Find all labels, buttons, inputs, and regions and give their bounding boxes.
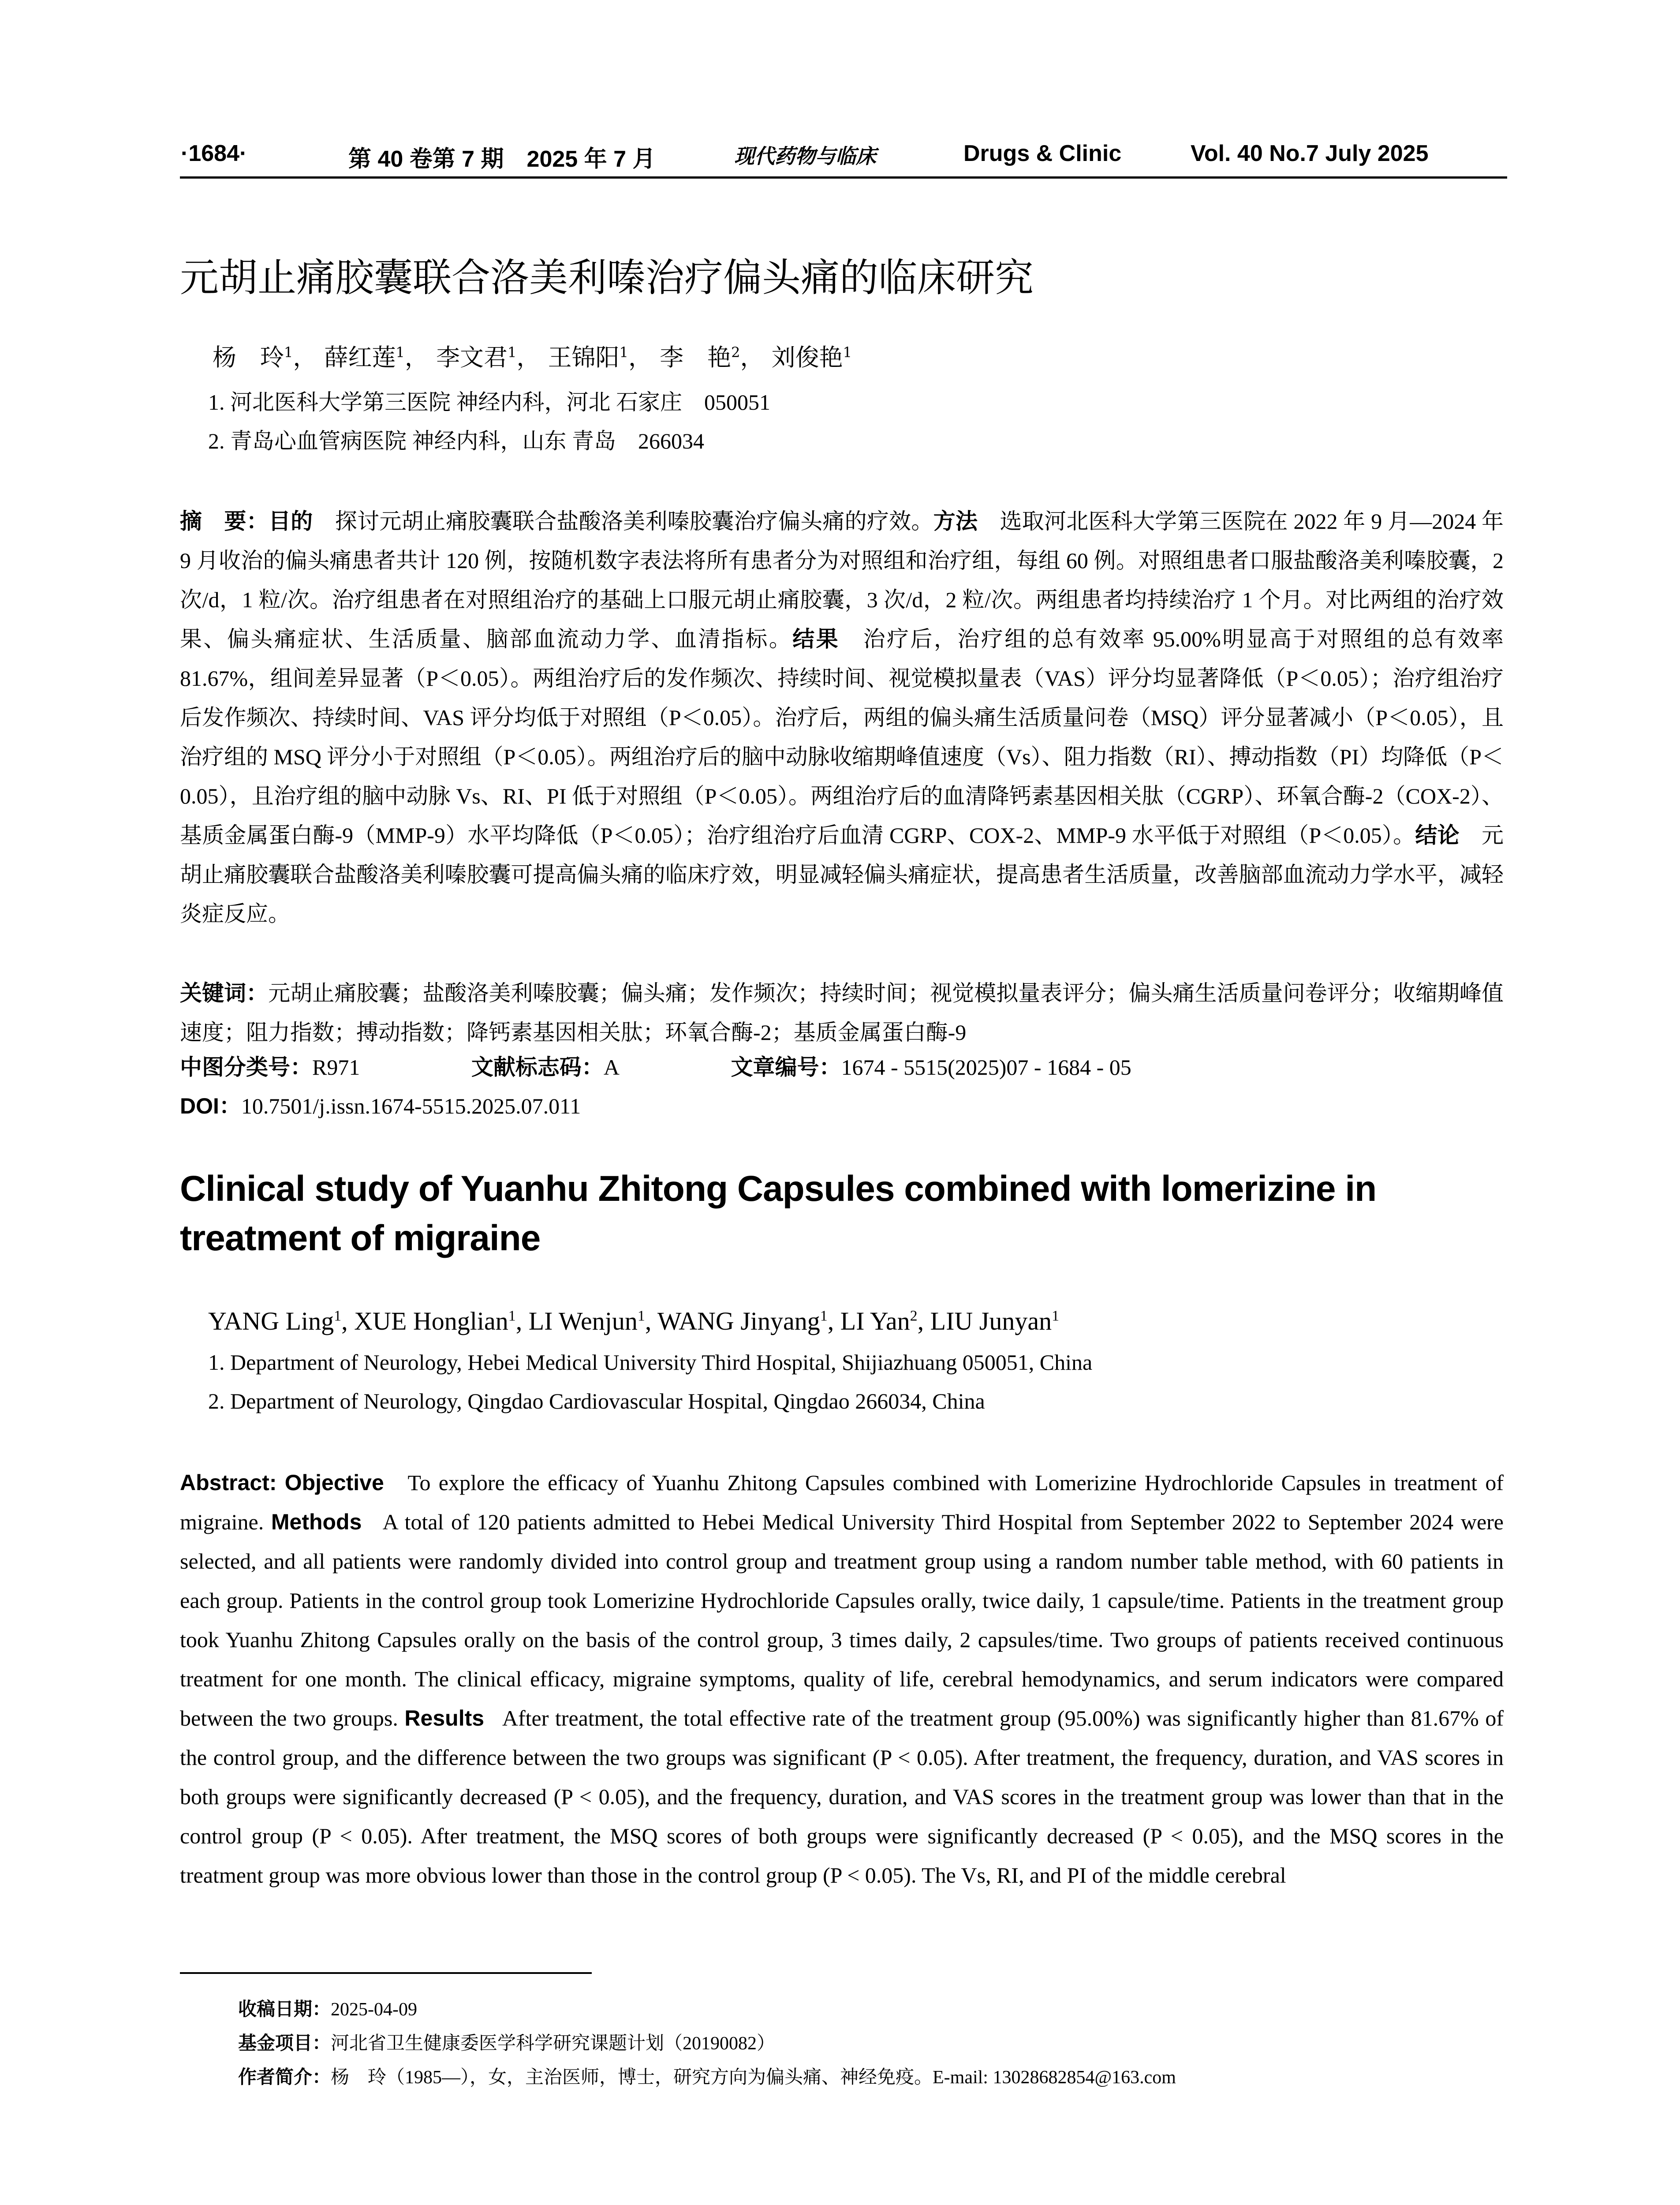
- article-number-label: 文章编号：: [731, 1055, 841, 1080]
- author-name: YANG Ling: [208, 1307, 334, 1335]
- author-affiliation-mark: 1: [396, 344, 405, 361]
- clc-value: R971: [312, 1055, 360, 1080]
- footnote-rule: [180, 1972, 592, 1974]
- header-rule: [180, 176, 1507, 179]
- affiliation-en: 1. Department of Neurology, Hebei Medical University Third Hospital, Shijiazhuang 050051, China: [208, 1350, 1093, 1375]
- received-value: 2025-04-09: [331, 1999, 417, 2020]
- author-affiliation-mark: 1: [1052, 1308, 1060, 1324]
- fund-value: 河北省卫生健康委医学科学研究课题计划（20190082）: [331, 2033, 776, 2054]
- keywords-cn: [180, 974, 1504, 1052]
- author-affiliation-mark: 1: [843, 344, 852, 361]
- clc-label: 中图分类号：: [180, 1055, 312, 1080]
- article-number: [731, 1055, 1184, 1080]
- abstract-label: Abstract:: [180, 1470, 277, 1495]
- affiliation-cn: 2. 青岛心血管病医院 神经内科，山东 青岛 266034: [208, 429, 704, 453]
- abstract-cn: [180, 502, 1504, 934]
- objective-label: 目的: [269, 509, 313, 534]
- author-list-en: YANG Ling$^1$, XUE Honglian$^1$, LI Wenjun$^1$, WANG Jinyang$^1$, LI Yan$^2$, LIU Junyan$^1$: [208, 1307, 1060, 1335]
- article-title-en: Clinical study of Yuanhu Zhitong Capsules combined with lomerizine in treatment of migraine: [180, 1169, 1377, 1258]
- doi-value[interactable]: 10.7501/j.issn.1674-5515.2025.07.011: [241, 1094, 581, 1118]
- author-name: LI Yan: [840, 1307, 910, 1335]
- author-bio: [238, 2060, 1176, 2094]
- author-name: 刘俊艳: [771, 344, 843, 371]
- conclusion-text: 元胡止痛胶囊联合盐酸洛美利嗪胶囊可提高偏头痛的临床疗效，明显减轻偏头痛症状，提高患者生活质量，改善脑部血流动力学水平，减轻炎症反应。: [180, 823, 1504, 926]
- clc-number: [180, 1055, 413, 1080]
- received-date: [238, 1992, 1176, 2026]
- document-code-label: 文献标志码：: [471, 1055, 604, 1080]
- issue-info-cn: 第 40 卷第 7 期 2025 年 7 月: [348, 146, 656, 172]
- author-affiliation-mark: 2: [731, 344, 740, 361]
- author-bio-label: 作者简介：: [238, 2067, 331, 2087]
- author-affiliation-mark: 1: [508, 344, 517, 361]
- article-title-cn: 元胡止痛胶囊联合洛美利嗪治疗偏头痛的临床研究: [180, 255, 1034, 300]
- affiliation-en: 2. Department of Neurology, Qingdao Cardiovascular Hospital, Qingdao 266034, China: [208, 1389, 985, 1413]
- document-code: [471, 1055, 672, 1080]
- journal-name-cn: 现代药物与临床: [734, 144, 876, 168]
- author-name: WANG Jinyang: [657, 1307, 820, 1335]
- methods-label: Methods: [271, 1510, 362, 1534]
- author-affiliation-mark: 1: [637, 1308, 645, 1324]
- author-name: LI Wenjun: [528, 1307, 638, 1335]
- author-name: XUE Honglian: [354, 1307, 508, 1335]
- doi-line: [180, 1088, 581, 1120]
- author-list-cn: 杨 玲$^1$， 薛红莲$^1$， 李文君$^1$， 王锦阳$^1$， 李 艳$^2$， 刘俊艳$^1$: [213, 344, 852, 371]
- issue-info-en: Vol. 40 No.7 July 2025: [1191, 141, 1429, 166]
- fund-label: 基金项目：: [238, 2033, 331, 2053]
- methods-text: A total of 120 patients admitted to Hebei Medical University Third Hospital from September 2022 to September 2024 were selected, and all patients were randomly divided into control group and treatment group using a random number table method, with 60 patients in each group. Patients in the control group took Lomerizine Hydrochloride Capsules orally, twice daily, 1 capsule/time. Patients in the treatment group took Yuanhu Zhitong Capsules orally on the basis of the control group, 3 times daily, 2 capsules/time. Two groups of patients received continuous treatment for one month. The clinical efficacy, migraine symptoms, quality of life, cerebral hemodynamics, and serum indicators were compared between the two groups.: [180, 1510, 1504, 1730]
- footnotes: [238, 1992, 1176, 2094]
- conclusion-label: 结论: [1415, 823, 1460, 848]
- author-name: 李 艳: [660, 344, 732, 371]
- author-name: 薛红莲: [324, 344, 396, 371]
- objective-text: 探讨元胡止痛胶囊联合盐酸洛美利嗪胶囊治疗偏头痛的疗效。: [335, 509, 933, 534]
- received-label: 收稿日期：: [238, 1999, 331, 2019]
- results-text: After treatment, the total effective rate of the treatment group (95.00%) was significantly higher than 81.67% of the control group, and the difference between the two groups was significant (P < 0.05). After treatment, the frequency, duration, and VAS scores in both groups were significantly decreased (P < 0.05), and the frequency, duration, and VAS scores in the treatment group was lower than that in the control group (P < 0.05). After treatment, the MSQ scores of both groups were significantly decreased (P < 0.05), and the MSQ scores in the treatment group was more obvious lower than those in the control group (P < 0.05). The Vs, RI, and PI of the middle cerebral: [180, 1706, 1504, 1887]
- journal-name-en: Drugs & Clinic: [963, 141, 1122, 166]
- results-label: Results: [404, 1706, 485, 1730]
- author-affiliation-mark: 1: [619, 344, 628, 361]
- affiliation-cn: 1. 河北医科大学第三医院 神经内科，河北 石家庄 050051: [208, 390, 770, 415]
- running-header: [181, 140, 1506, 176]
- document-code-value: A: [603, 1055, 620, 1080]
- objective-text: To explore the efficacy of Yuanhu Zhitong Capsules combined with Lomerizine Hydrochloride Capsules in treatment of migraine.: [180, 1470, 1504, 1534]
- author-affiliation-mark: 1: [334, 1308, 342, 1324]
- keywords-text: 元胡止痛胶囊；盐酸洛美利嗪胶囊；偏头痛；发作频次；持续时间；视觉模拟量表评分；偏头痛生活质量问卷评分；收缩期峰值速度；阻力指数；搏动指数；降钙素基因相关肽；环氧合酶-2；基质金属蛋白酶-9: [180, 981, 1504, 1045]
- methods-text: 选取河北医科大学第三医院在 2022 年 9 月—2024 年 9 月收治的偏头痛患者共计 120 例，按随机数字表法将所有患者分为对照组和治疗组，每组 60 例。对照组患者口服盐酸洛美利嗪胶囊，2 次/d，1 粒/次。治疗组患者在对照组治疗的基础上口服元胡止痛胶囊，3 次/d，2 粒/次。两组患者均持续治疗 1 个月。对比两组的治疗效果、偏头痛症状、生活质量、脑部血流动力学、血清指标。: [180, 509, 1504, 651]
- author-affiliation-mark: 2: [910, 1308, 918, 1324]
- classification-line: [180, 1050, 1237, 1081]
- keywords-label: 关键词：: [180, 981, 269, 1005]
- results-label: 结果: [792, 627, 840, 651]
- methods-label: 方法: [933, 509, 978, 534]
- doi-label: DOI：: [180, 1094, 241, 1118]
- abstract-label: 摘 要：: [180, 509, 269, 534]
- fund-project: [238, 2026, 1176, 2060]
- author-name: 王锦阳: [548, 344, 620, 371]
- author-affiliation-mark: 1: [508, 1308, 516, 1324]
- author-affiliation-mark: 1: [820, 1308, 828, 1324]
- abstract-en: [180, 1463, 1504, 1895]
- objective-label: Objective: [284, 1470, 384, 1495]
- author-name: LIU Junyan: [930, 1307, 1052, 1335]
- results-text: 治疗后，治疗组的总有效率 95.00%明显高于对照组的总有效率 81.67%，组间差异显著（P＜0.05）。两组治疗后的发作频次、持续时间、视觉模拟量表（VAS）评分均显著降低（P＜0.05）；治疗组治疗后发作频次、持续时间、VAS 评分均低于对照组（P＜0.05）。治疗后，两组的偏头痛生活质量问卷（MSQ）评分显著减小（P＜0.05），且治疗组的 MSQ 评分小于对照组（P＜0.05）。两组治疗后的脑中动脉收缩期峰值速度（Vs）、阻力指数（RI）、搏动指数（PI）均降低（P＜0.05），且治疗组的脑中动脉 Vs、RI、PI 低于对照组（P＜0.05）。两组治疗后的血清降钙素基因相关肽（CGRP）、环氧合酶-2（COX-2）、基质金属蛋白酶-9（MMP-9）水平均降低（P＜0.05）；治疗组治疗后血清 CGRP、COX-2、MMP-9 水平低于对照组（P＜0.05）。: [180, 627, 1504, 848]
- author-name: 李文君: [436, 344, 508, 371]
- article-number-value: 1674 - 5515(2025)07 - 1684 - 05: [841, 1055, 1131, 1080]
- author-bio-value: 杨 玲（1985—），女，主治医师，博士，研究方向为偏头痛、神经免疫。E-mail: 13028682854@163.com: [331, 2067, 1176, 2088]
- author-name: 杨 玲: [213, 344, 284, 371]
- page-number: ·1684·: [181, 141, 247, 166]
- author-affiliation-mark: 1: [284, 344, 293, 361]
